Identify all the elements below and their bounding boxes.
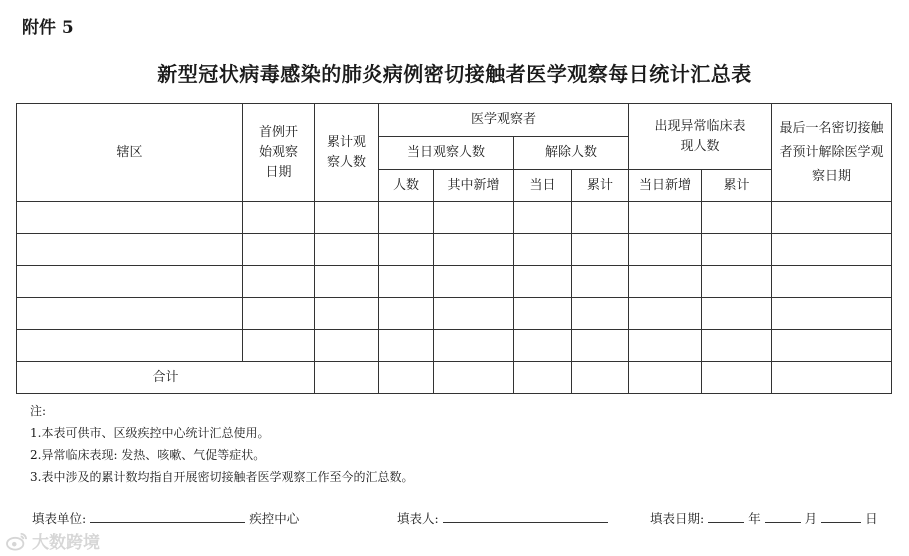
table-cell[interactable] (379, 234, 434, 266)
fill-unit-field (32, 508, 299, 527)
table-cell[interactable] (772, 202, 892, 234)
table-cell[interactable] (434, 330, 514, 362)
table-cell[interactable] (572, 234, 629, 266)
table-cell[interactable] (702, 202, 772, 234)
table-cell[interactable] (243, 234, 315, 266)
year-blank[interactable] (708, 508, 744, 523)
table-cell[interactable] (702, 362, 772, 394)
attachment-label: 附件 5 (22, 18, 74, 38)
table-cell[interactable] (379, 362, 434, 394)
notes-heading: 注: (30, 404, 47, 418)
table-cell[interactable] (514, 234, 572, 266)
table-cell[interactable] (315, 330, 379, 362)
table-cell[interactable] (315, 298, 379, 330)
header-abnormal-clinical: 出现异常临床表现人数 (629, 104, 772, 170)
header-count: 人数 (379, 170, 434, 202)
table-cell[interactable] (379, 266, 434, 298)
table-cell[interactable] (514, 202, 572, 234)
table-cell[interactable] (572, 330, 629, 362)
table-cell[interactable] (315, 362, 379, 394)
table-cell[interactable] (243, 266, 315, 298)
table-cell[interactable] (17, 202, 243, 234)
table-cell[interactable] (572, 362, 629, 394)
header-abnormal-new: 当日新增 (629, 170, 702, 202)
fill-date-field (650, 508, 878, 527)
table-cell[interactable] (772, 298, 892, 330)
table-row (17, 298, 892, 330)
table-cell[interactable] (434, 202, 514, 234)
year-label: 年 (748, 511, 761, 526)
table-cell[interactable] (315, 266, 379, 298)
table-cell[interactable] (702, 266, 772, 298)
header-cumulative-observed: 累计观察人数 (315, 104, 379, 202)
filler-field (397, 508, 608, 527)
table-cell[interactable] (772, 330, 892, 362)
table-cell[interactable] (315, 202, 379, 234)
table-cell[interactable] (702, 330, 772, 362)
table-cell[interactable] (514, 266, 572, 298)
header-district: 辖区 (17, 104, 243, 202)
table-cell[interactable] (243, 330, 315, 362)
table-cell[interactable] (772, 362, 892, 394)
note-item: 3.表中涉及的累计数均指自开展密切接触者医学观察工作至今的汇总数。 (30, 470, 414, 484)
month-label: 月 (804, 511, 818, 526)
table-cell[interactable] (772, 266, 892, 298)
table-cell[interactable] (514, 298, 572, 330)
table-cell[interactable] (315, 234, 379, 266)
table-cell[interactable] (514, 330, 572, 362)
header-daily-observed: 当日观察人数 (379, 137, 514, 170)
header-released-day: 当日 (514, 170, 572, 202)
table-cell[interactable] (243, 298, 315, 330)
table-row (17, 266, 892, 298)
table-cell[interactable] (572, 202, 629, 234)
table-cell[interactable] (434, 266, 514, 298)
table-cell[interactable] (434, 298, 514, 330)
table-row (17, 202, 892, 234)
day-blank[interactable] (821, 508, 861, 523)
table-cell[interactable] (772, 234, 892, 266)
fill-date-label: 填表日期: (650, 511, 705, 526)
table-cell[interactable] (379, 202, 434, 234)
notes-section (30, 400, 413, 488)
table-cell[interactable] (17, 266, 243, 298)
table-row (17, 234, 892, 266)
table-cell[interactable] (17, 330, 243, 362)
table-cell[interactable] (379, 330, 434, 362)
total-row (17, 362, 892, 394)
table-cell[interactable] (629, 298, 702, 330)
summary-table (16, 103, 892, 394)
note-item: 2.异常临床表现: 发热、咳嗽、气促等症状。 (30, 448, 266, 462)
table-cell[interactable] (702, 298, 772, 330)
header-last-release-date: 最后一名密切接触者预计解除医学观察日期 (772, 104, 892, 202)
fill-unit-label: 填表单位: (32, 511, 87, 526)
table-cell[interactable] (514, 362, 572, 394)
total-label: 合计 (17, 362, 315, 394)
day-label: 日 (865, 511, 878, 526)
fill-unit-suffix: 疾控中心 (249, 511, 300, 526)
header-abnormal-total: 累计 (702, 170, 772, 202)
filler-blank[interactable] (443, 508, 608, 523)
table-cell[interactable] (434, 234, 514, 266)
header-new: 其中新增 (434, 170, 514, 202)
note-item: 1.本表可供市、区级疾控中心统计汇总使用。 (30, 426, 270, 440)
header-medical-observation: 医学观察者 (379, 104, 629, 137)
table-cell[interactable] (702, 234, 772, 266)
table-cell[interactable] (379, 298, 434, 330)
fill-unit-blank[interactable] (90, 508, 245, 523)
table-cell[interactable] (434, 362, 514, 394)
document-title: 新型冠状病毒感染的肺炎病例密切接触者医学观察每日统计汇总表 (157, 62, 752, 86)
month-blank[interactable] (765, 508, 801, 523)
table-cell[interactable] (629, 330, 702, 362)
table-cell[interactable] (629, 362, 702, 394)
table-row (17, 330, 892, 362)
header-released-total: 累计 (572, 170, 629, 202)
table-cell[interactable] (629, 234, 702, 266)
watermark-text: 大数跨境 (32, 533, 100, 553)
header-released: 解除人数 (514, 137, 629, 170)
table-cell[interactable] (17, 234, 243, 266)
table-cell[interactable] (572, 298, 629, 330)
filler-label: 填表人: (397, 511, 439, 526)
table-cell[interactable] (629, 266, 702, 298)
table-cell[interactable] (572, 266, 629, 298)
table-cell[interactable] (243, 202, 315, 234)
header-first-case-date: 首例开始观察日期 (243, 104, 315, 202)
weibo-logo-icon (6, 531, 28, 551)
watermark (6, 528, 100, 553)
table-cell[interactable] (17, 298, 243, 330)
table-cell[interactable] (629, 202, 702, 234)
